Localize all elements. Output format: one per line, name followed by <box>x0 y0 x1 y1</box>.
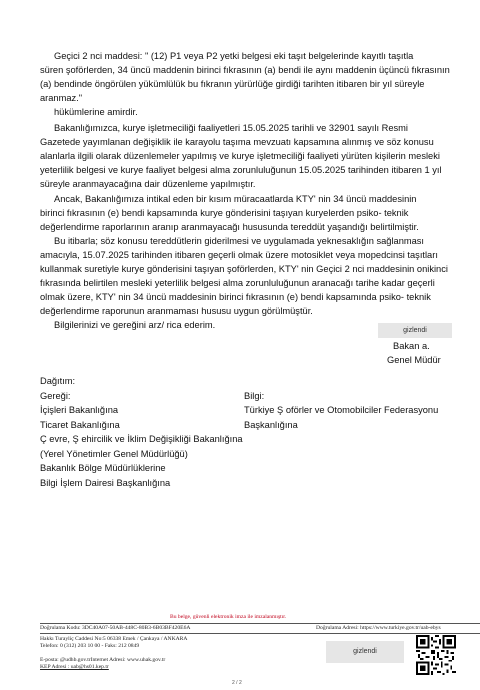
text-line: süren şoförlerden, 34 üncü maddenin birinci fıkrasının (a) bendi ile aynı maddenin üçüncü fıkrasının <box>40 65 450 75</box>
paragraph-ancak <box>40 192 480 234</box>
text-line: alanlarla ilgili olarak düzenlemeler yapılmış ve kurye işletmeciliği faaliyeti yürüten kişilerin mesleki <box>40 151 440 161</box>
list-item: İçişleri Bakanlığına <box>40 405 119 415</box>
signature-bakan-a: Bakan a. <box>393 341 430 351</box>
text-line: hükümlerine amirdir. <box>54 107 138 117</box>
verify-address <box>316 625 480 632</box>
text-line: değerlendirme raporunun aranmaması hususu uygun görülmüştür. <box>40 306 313 316</box>
footer-kep <box>40 664 310 671</box>
list-item: Türkiye Ş oförler ve Otomobilciler Federasyonu <box>244 405 439 415</box>
text-line: Bilgilerinizi ve gereğini arz/ rica ederim. <box>54 320 216 330</box>
esign-note: Bu belge, güvenli elektronik imza ile imzalanmıştır. <box>170 614 287 620</box>
paragraph-bu-itibarla <box>40 234 480 318</box>
distribution-bilgi-list <box>244 403 438 432</box>
paragraph-bakanligimizca <box>40 121 480 191</box>
distribution-bilgi-label: Bilgi: <box>244 391 265 401</box>
text-line: Ancak, Bakanlığımıza intikal eden bir kısım müracaatlarda KTY' nin 34 üncü maddesinin <box>54 194 417 204</box>
list-item: (Yerel Yönetimler Genel Müdürlüğü) <box>40 448 188 459</box>
footer-address: Hakkı Turayliç Caddesi No:5 06338 Emek / Çankaya / ANKARA <box>40 636 188 642</box>
redacted-signature-box: gizlendi <box>378 323 452 338</box>
text-line: Bu itibarla; söz konusu tereddütlerin giderilmesi ve uygulamada yeknesaklığın sağlanması <box>54 236 425 246</box>
text-line: kullanmak suretiyle kurye gönderisini taşıyan şoförlerden, KTY' nin Geçici 2 nci maddesinin onikinci <box>40 264 448 274</box>
text-line: süreyle aranmayacağına dair düzenleme yapılmıştır. <box>40 179 256 189</box>
distribution-gereg-label: Gereği: <box>40 391 71 401</box>
list-item: Bilgi İşlem Dairesi Başkanlığına <box>40 477 171 488</box>
list-item: Ticaret Bakanlığına <box>40 419 120 430</box>
qr-code-icon <box>416 635 456 675</box>
text-line: fıkrasında belirtilen mesleki yeterlilik belgesi alma zorunluluğunun aranacağı tarihe kadar geçerli <box>40 278 435 288</box>
text-line: Geçici 2 nci maddesi: " (12) P1 veya P2 yetki belgesi eki taşıt belgelerinde kayıtlı taşıtla <box>54 51 414 61</box>
footer-phone: Telefon: 0 (312) 203 10 00 - Faks: 212 0849 <box>40 643 140 649</box>
text-line: değerlendirme raporlarının aranıp aranmayacağı hususunda tereddüt yaşandığı belirtilmiştir. <box>40 222 419 232</box>
text-line: amacıyla, 15.07.2025 tarihinden itibaren geçerli olmak üzere motosiklet veya mopedcinsi taşıtları <box>40 250 438 260</box>
list-item: Başkanlığına <box>244 419 298 430</box>
text-line: (a) bendinde öngörülen yükümlülük bu fıkranın yürürlüğe girdiği tarihten itibaren bir yıl süreyle <box>40 79 425 89</box>
text-line: olmak üzere, KTY' nin 34 üncü maddesinin birinci fıkrasının (e) bendi kapsamında psiko- teknik <box>40 292 431 302</box>
list-item: Bakanlık Bölge Müdürlüklerine <box>40 463 166 473</box>
text-line: aranmaz." <box>40 93 83 103</box>
text-line: yeterlilik belgesi ve kurye faaliyet belgesi alma zorunluluğunun 15.05.2025 tarihinden itibaren 1 yıl <box>40 165 442 175</box>
footer-divider-bottom <box>40 633 480 634</box>
page-number: 2 / 2 <box>232 680 242 686</box>
redacted-contact-box: gizlendi <box>326 641 404 663</box>
list-item: Ç evre, Ş ehircilik ve İklim Değişikliği Bakanlığına <box>40 434 243 444</box>
signature-genel-mudur: Genel Müdür <box>387 355 441 365</box>
paragraph-gecici-madde <box>40 49 480 105</box>
distribution-heading: Dağıtım: <box>40 376 76 386</box>
text-line: Bakanlığımızca, kurye işletmeciliği faaliyetleri 15.05.2025 tarihli ve 32901 sayılı Resmi <box>54 123 408 133</box>
distribution-gereg-list <box>40 403 243 490</box>
footer-divider-top <box>40 623 480 624</box>
text-line: Gazetede yayımlanan değişiklik ile karayolu taşıma mevzuatı kapsamına alınmış ve söz konusu <box>40 137 434 147</box>
paragraph-hukumlerine <box>40 105 480 119</box>
kep-link[interactable]: KEP Adresi : uab@hs01.kep.tr <box>40 664 109 670</box>
verify-address-link[interactable]: Doğrulama Adresi: https://www.turkiye.gov.tr/uab-ebys <box>316 625 441 631</box>
verify-code: Doğrulama Kodu: 3DC40A07-50AB-448C-80B3-6B03BF420E6A <box>40 625 191 631</box>
footer-email: E-posta: @udhb.gov.trInternet Adresi: www.uhak.gov.tr <box>40 657 166 663</box>
text-line: birinci fıkrasının (e) bendi kapsamında kurye gönderisini taşıyan kuryelerden psiko- teknik <box>40 208 409 218</box>
